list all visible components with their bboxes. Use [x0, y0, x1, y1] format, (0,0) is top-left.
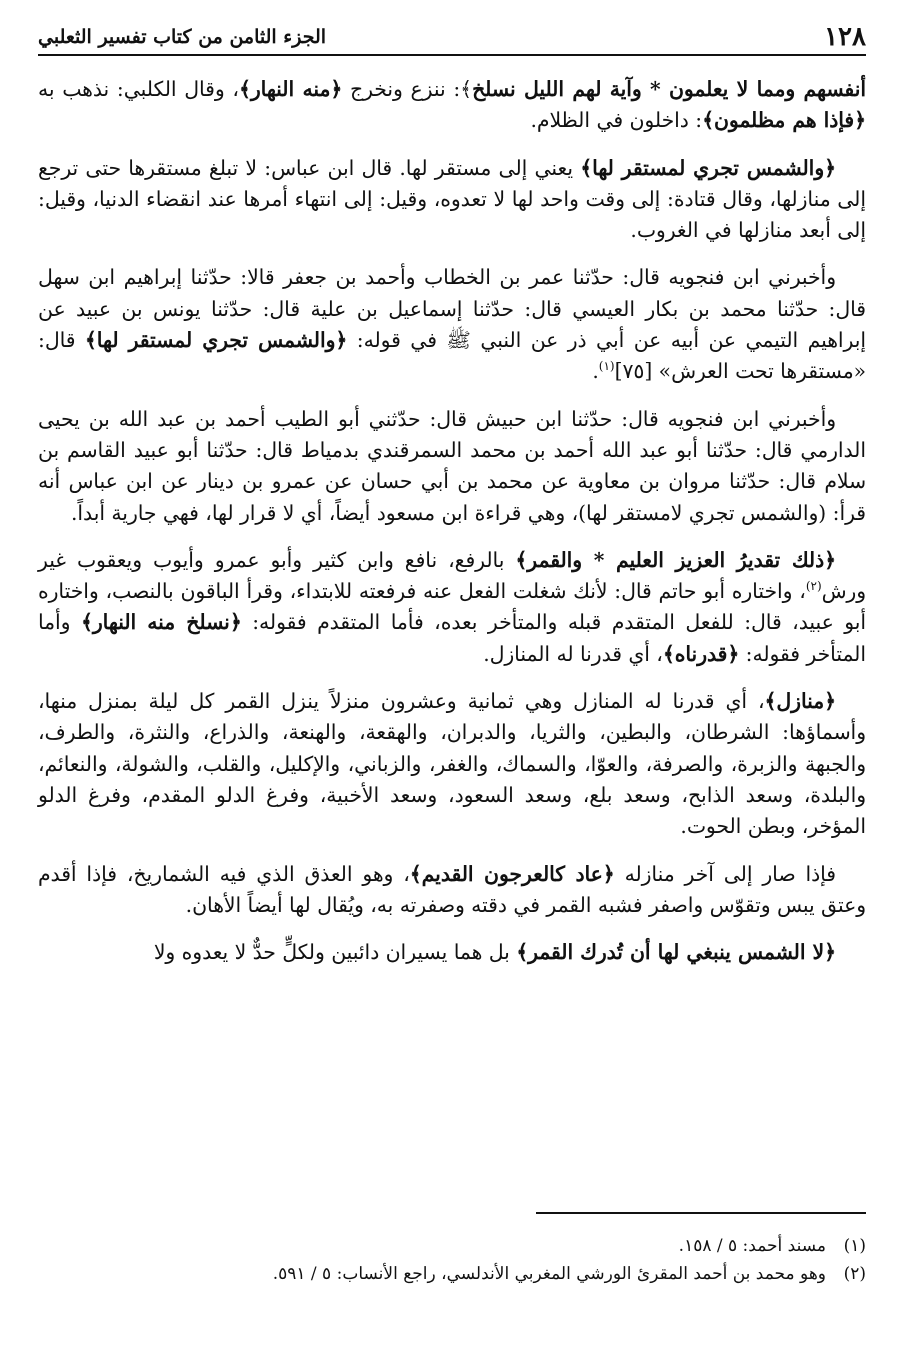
footnotes	[38, 1212, 866, 1288]
footnote-ref: (١)	[598, 359, 615, 374]
page-number: ١٢٨	[824, 22, 866, 52]
footnote-number: (٢)	[843, 1264, 866, 1284]
footnote-text: مسند أحمد: ٥ / ١٥٨.	[678, 1236, 826, 1256]
paragraph	[38, 686, 866, 842]
quran-quote: ﴿منه النهار﴾	[238, 77, 343, 101]
text-run: قال: «مستقرها تحت العرش» [٧٥]	[38, 328, 866, 384]
quran-quote: أنفسهم ومما لا يعلمون * وآية لهم الليل نسلخ	[472, 77, 866, 101]
footnote-text: وهو محمد بن أحمد المقرئ الورشي المغربي الأندلسي، راجع الأنساب: ٥ / ٥٩١.	[272, 1264, 826, 1284]
text-run: ، أي قدرنا له المنازل وهي ثمانية وعشرون منزلاً ينزل القمر كل ليلة بمنزل منها، وأسماؤها: الشرطان، والبطين، والثريا، والدبران، والهقعة، والهنعة، والذراع، والنثرة، والطرف، والجبهة والزبرة، والصرفة، والعوّا، والسماك، والغفر، والزباني، والإكليل، والقلب، والشولة، والنعائم، والبلدة، وسعد الذابح، وسعد بلع، وسعد السعود، وسعد الأخبية، وفرغ الدلو المقدم، وفرغ الدلو المؤخر، وبطن الحوت.	[38, 689, 866, 839]
page-body	[38, 74, 866, 984]
text-run: يعني إلى مستقر لها. قال ابن عباس: لا تبلغ مستقرها حتى ترجع إلى منازلها، وقال قتادة: إلى وقت واحد لها لا تعدوه، وقيل: إلى انتهاء أمرها عند انقضاء الدنيا، وقيل: إلى أبعد منازلها في الغروب.	[38, 155, 866, 243]
paragraph	[38, 153, 866, 247]
text-run: ، وهو العذق الذي فيه الشماريخ، فإذا أقدم وعتق يبس وتقوّس واصفر فشبه القمر في دقته وصفرته به، ويُقال لها أيضاً الأهان.	[38, 861, 866, 917]
quran-quote: ﴿عاد كالعرجون القديم﴾	[409, 861, 615, 886]
quran-quote: ﴿ذلك تقديرُ العزيز العليم * والقمر﴾	[515, 547, 837, 572]
footnote	[38, 1232, 866, 1260]
paragraph	[38, 74, 866, 137]
text-run: ، وقال الكلبي: نذهب به	[38, 77, 239, 101]
text-run: فإذا صار إلى آخر منازله	[614, 861, 837, 886]
text-run: : داخلون في الظلام.	[530, 108, 703, 133]
quran-quote: ﴿والشمس تجري لمستقر لها﴾	[84, 328, 348, 353]
paragraph	[38, 859, 866, 922]
quran-quote: ﴿فإذا هم مظلمون﴾	[702, 108, 866, 133]
quran-quote: ﴿نسلخ منه النهار﴾	[81, 610, 242, 635]
paragraph	[38, 404, 866, 529]
text-run: وأخبرني ابن فنجويه قال: حدّثنا عمر بن الخطاب وأحمد بن جعفر قالا: حدّثنا إبراهيم ابن سهل قال: حدّثنا محمد بن بكار العيسي قال: حدّثنا إسماعيل بن علية قال: حدّثنا يونس بن عبيد عن إبراهيم التيمي عن أبيه عن أبي ذر عن النبي ﷺ في قوله:	[38, 265, 867, 353]
text-run: بالرفع، نافع وابن كثير وأبو عمرو وأيوب ويعقوب غير ورش	[38, 547, 866, 604]
text-run: ، أي قدرنا له المنازل.	[483, 641, 663, 666]
text-run: ، واختاره أبو حاتم قال: لأنك شغلت الفعل عنه فرفعته للابتداء، وقرأ الباقون بالنصب، واختاره أبو عبيد، قال: للفعل المتقدم قبله والمتأخر بعده، فأما المتقدم فقوله:	[38, 579, 866, 635]
quran-quote: ﴿منازل﴾	[764, 689, 836, 714]
quran-quote: ﴿لا الشمس ينبغي لها أن تُدرك القمر﴾	[516, 940, 836, 965]
text-run: ﴾: ننزع ونخرج	[342, 77, 473, 101]
footnote-ref: (٢)	[805, 579, 822, 594]
paragraph	[38, 262, 866, 387]
text-run: .	[592, 359, 599, 384]
page-header	[38, 14, 866, 56]
paragraph	[38, 937, 866, 968]
text-run: وأخبرني ابن فنجويه قال: حدّثنا ابن حبيش قال: حدّثني أبو الطيب أحمد بن عبد الله بن يحيى الدارمي قال: حدّثنا أبو عبد الله أحمد بن محمد السمرقندي بدمياط قال: حدّثنا أبو عبيد القاسم بن سلام قال: حدّثنا مروان بن معاوية عن محمد بن أبي حسان عن عمرو بن دينار عن ابن عباس أنه قرأ: (والشمس تجري لامستقر لها)، وهي قراءة ابن مسعود أيضاً، أي لا قرار لها، فهي جارية أبداً.	[38, 406, 866, 525]
paragraph	[38, 545, 866, 670]
footnote	[38, 1260, 866, 1288]
text-run: بل هما يسيران دائبين ولكلٍّ حدٌّ لا يعدوه ولا	[153, 940, 517, 965]
quran-quote: ﴿قدرناه﴾	[662, 641, 740, 666]
running-title: الجزء الثامن من كتاب تفسير الثعلبي	[38, 26, 327, 48]
quran-quote: ﴿والشمس تجري لمستقر لها﴾	[580, 155, 836, 180]
text-run: وأما المتأخر فقوله:	[38, 610, 866, 666]
footnote-number: (١)	[843, 1236, 866, 1256]
footnote-separator	[536, 1212, 866, 1214]
